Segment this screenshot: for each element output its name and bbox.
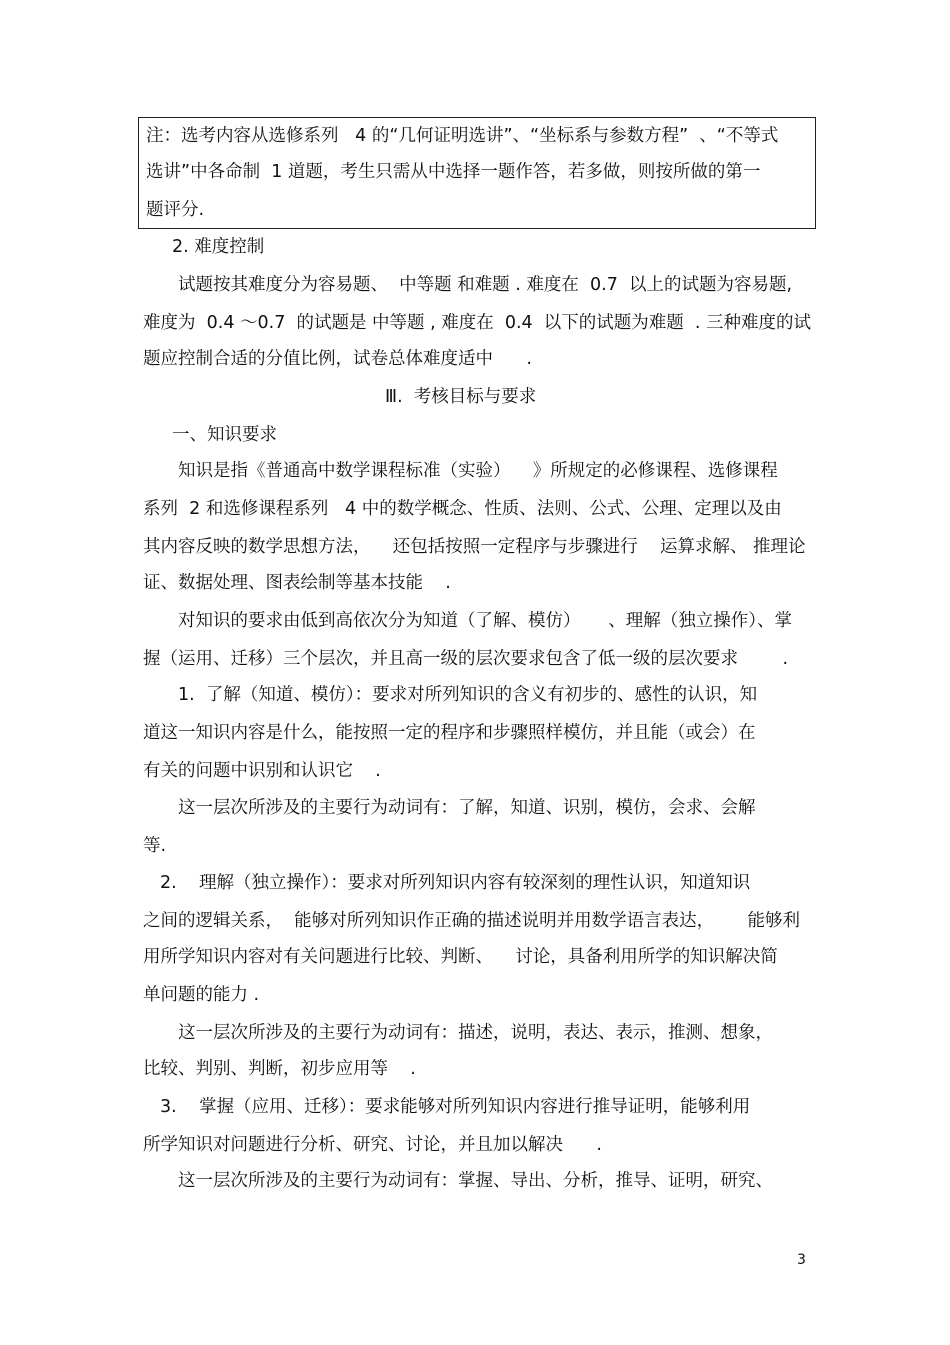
item2-line: 用所学知识内容对有关问题进行比较、判断、 讨论，具备利用所学的知识解决简 [143, 947, 778, 967]
knowledge-intro-line: 系列 2 和选修课程系列 4 中的数学概念、性质、法则、公式、公理、定理以及由 [143, 499, 782, 519]
difficulty-heading: 2. 难度控制 [172, 237, 265, 257]
item3-line: 所学知识对问题进行分析、研究、讨论，并且加以解决 . [143, 1135, 602, 1155]
knowledge-intro-line: 证、数据处理、图表绘制等基本技能 . [143, 573, 451, 593]
item2-verbs-line: 比较、判别、判断，初步应用等 . [143, 1059, 416, 1079]
item1-line: 有关的问题中识别和认识它 . [143, 761, 381, 781]
page-number: 3 [797, 1252, 806, 1268]
note-line: 选讲”中各命制 1 道题，考生只需从中选择一题作答，若多做，则按所做的第一 [146, 162, 761, 182]
item1-line: 1. 了解（知道、模仿）：要求对所列知识的含义有初步的、感性的认识，知 [178, 685, 758, 705]
item1-verbs-line: 这一层次所涉及的主要行为动词有：了解，知道、识别，模仿，会求、会解 [178, 798, 756, 818]
difficulty-line: 难度为 0.4 ～0.7 的试题是 中等题 , 难度在 0.4 以下的试题为难题 . 三种难度的试 [143, 313, 812, 333]
difficulty-line: 题应控制合适的分值比例，试卷总体难度适中 . [143, 349, 532, 369]
item1-verbs-line: 等. [143, 836, 167, 856]
item2-verbs-line: 这一层次所涉及的主要行为动词有：描述，说明，表达、表示，推测、想象， [178, 1023, 773, 1043]
item2-line: 2. 理解（独立操作）：要求对所列知识内容有较深刻的理性认识，知道知识 [160, 873, 751, 893]
item3-verbs-line: 这一层次所涉及的主要行为动词有：掌握、导出、分析，推导、证明，研究、 [178, 1171, 773, 1191]
item3-line: 3. 掌握（应用、迁移）：要求能够对所列知识内容进行推导证明，能够利用 [160, 1097, 751, 1117]
section-title: Ⅲ. 考核目标与要求 [385, 387, 537, 407]
knowledge-intro-line: 其内容反映的数学思想方法， 还包括按照一定程序与步骤进行 运算求解、 推理论 [143, 537, 806, 557]
item2-line: 之间的逻辑关系， 能够对所列知识作正确的描述说明并用数学语言表达， 能够利 [143, 911, 800, 931]
difficulty-line: 试题按其难度分为容易题、 中等题 和难题 . 难度在 0.7 以上的试题为容易题, [178, 275, 793, 295]
note-line: 题评分. [146, 200, 205, 220]
levels-line: 握（运用、迁移）三个层次，并且高一级的层次要求包含了低一级的层次要求 . [143, 649, 789, 669]
note-line: 注：选考内容从选修系列 4 的“几何证明选讲”、“坐标系与参数方程” 、“不等式 [146, 126, 779, 146]
item1-line: 道这一知识内容是什么，能按照一定的程序和步骤照样模仿，并且能（或会）在 [143, 723, 756, 743]
levels-line: 对知识的要求由低到高依次分为知道（了解、模仿） 、理解（独立操作）、掌 [178, 611, 793, 631]
knowledge-heading: 一、知识要求 [172, 425, 277, 445]
item2-line: 单问题的能力 . [143, 985, 260, 1005]
knowledge-intro-line: 知识是指《普通高中数学课程标准（实验） 》所规定的必修课程、选修课程 [178, 461, 778, 481]
